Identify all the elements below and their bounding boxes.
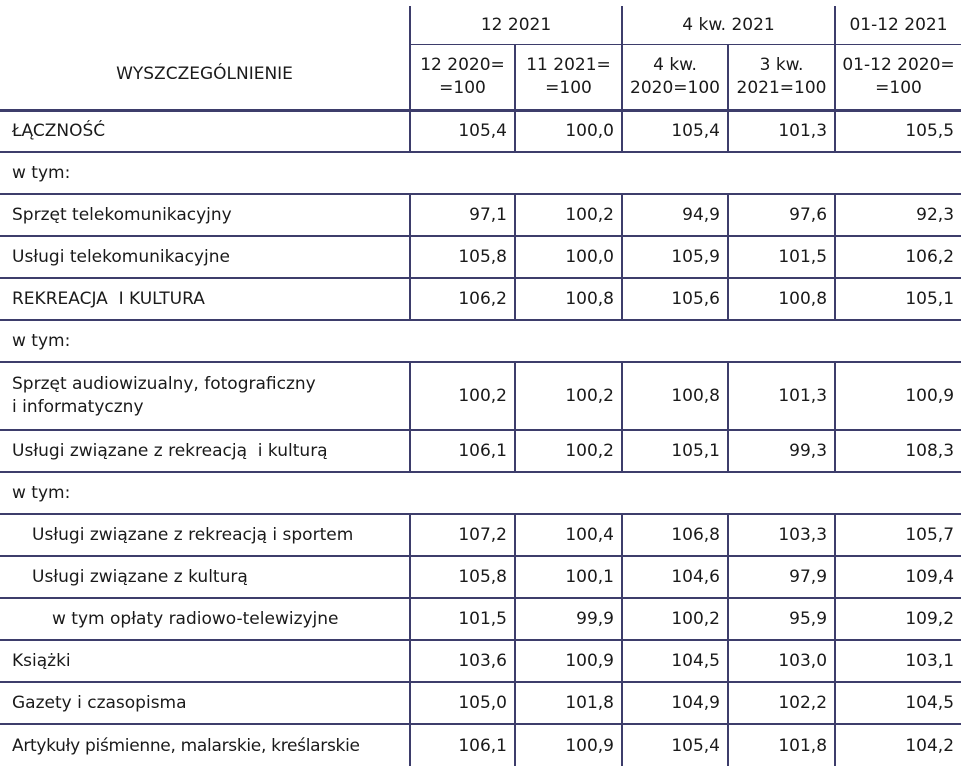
cell-value: 105,4	[622, 110, 728, 152]
row-label: Artykuły piśmienne, malarskie, kreślarskie	[0, 724, 410, 766]
cell-value: 100,0	[515, 110, 622, 152]
row-label: w tym:	[0, 152, 961, 194]
cell-value: 100,2	[515, 362, 622, 430]
cell-value: 106,1	[410, 430, 515, 472]
cell-value: 105,9	[622, 236, 728, 278]
cell-value: 104,5	[835, 682, 961, 724]
cell-value: 101,8	[515, 682, 622, 724]
row-label: Sprzęt audiowizualny, fotograficzny i informatyczny	[0, 362, 410, 430]
cell-value: 100,2	[515, 430, 622, 472]
cell-value: 101,5	[410, 598, 515, 640]
cell-value: 92,3	[835, 194, 961, 236]
table-row	[0, 682, 961, 724]
cell-value: 100,2	[622, 598, 728, 640]
cell-value: 100,1	[515, 556, 622, 598]
table-row	[0, 640, 961, 682]
cell-value: 105,5	[835, 110, 961, 152]
table-row	[0, 724, 961, 766]
column-header: 3 kw. 2021=100	[728, 44, 835, 110]
cell-value: 104,2	[835, 724, 961, 766]
table-subheading-row	[0, 152, 961, 194]
cell-value: 105,1	[835, 278, 961, 320]
cell-value: 94,9	[622, 194, 728, 236]
cell-value: 105,6	[622, 278, 728, 320]
table-row	[0, 278, 961, 320]
cell-value: 103,3	[728, 514, 835, 556]
cell-value: 100,9	[515, 640, 622, 682]
table-row	[0, 110, 961, 152]
column-header: 4 kw. 2020=100	[622, 44, 728, 110]
table-row	[0, 556, 961, 598]
cell-value: 106,2	[835, 236, 961, 278]
cell-value: 109,4	[835, 556, 961, 598]
column-header: 11 2021= =100	[515, 44, 622, 110]
cell-value: 101,3	[728, 110, 835, 152]
row-label: Gazety i czasopisma	[0, 682, 410, 724]
row-label: w tym opłaty radiowo-telewizyjne	[0, 598, 410, 640]
cell-value: 97,1	[410, 194, 515, 236]
cell-value: 103,1	[835, 640, 961, 682]
price-index-table	[0, 6, 961, 766]
cell-value: 100,9	[835, 362, 961, 430]
cell-value: 106,2	[410, 278, 515, 320]
cell-value: 105,8	[410, 556, 515, 598]
cell-value: 102,2	[728, 682, 835, 724]
cell-value: 103,6	[410, 640, 515, 682]
cell-value: 105,0	[410, 682, 515, 724]
cell-value: 104,9	[622, 682, 728, 724]
row-label: Usługi związane z kulturą	[0, 556, 410, 598]
cell-value: 104,5	[622, 640, 728, 682]
row-label: Książki	[0, 640, 410, 682]
cell-value: 95,9	[728, 598, 835, 640]
row-label: REKREACJA I KULTURA	[0, 278, 410, 320]
cell-value: 108,3	[835, 430, 961, 472]
group-header-4kw-2021: 4 kw. 2021	[622, 6, 835, 44]
column-header: 12 2020= =100	[410, 44, 515, 110]
cell-value: 106,1	[410, 724, 515, 766]
cell-value: 105,1	[622, 430, 728, 472]
table-row	[0, 362, 961, 430]
cell-value: 105,4	[410, 110, 515, 152]
column-header-label: WYSZCZEGÓLNIENIE	[116, 64, 293, 85]
table-row	[0, 194, 961, 236]
table-row	[0, 598, 961, 640]
cell-value: 106,8	[622, 514, 728, 556]
table-row	[0, 236, 961, 278]
row-label: Usługi związane z rekreacją i sportem	[0, 514, 410, 556]
row-label: w tym:	[0, 320, 961, 362]
row-label: Sprzęt telekomunikacyjny	[0, 194, 410, 236]
row-label: Usługi telekomunikacyjne	[0, 236, 410, 278]
cell-value: 100,0	[515, 236, 622, 278]
column-header: 01-12 2020= =100	[835, 44, 961, 110]
cell-value: 100,4	[515, 514, 622, 556]
cell-value: 105,4	[622, 724, 728, 766]
row-label: w tym:	[0, 472, 961, 514]
cell-value: 105,8	[410, 236, 515, 278]
cell-value: 103,0	[728, 640, 835, 682]
cell-value: 101,3	[728, 362, 835, 430]
group-header-12-2021: 12 2021	[410, 6, 622, 44]
cell-value: 105,7	[835, 514, 961, 556]
cell-value: 99,9	[515, 598, 622, 640]
cell-value: 100,9	[515, 724, 622, 766]
table-row	[0, 430, 961, 472]
group-header-01-12-2021: 01-12 2021	[835, 6, 961, 44]
cell-value: 99,3	[728, 430, 835, 472]
cell-value: 100,2	[515, 194, 622, 236]
row-label: ŁĄCZNOŚĆ	[0, 110, 410, 152]
cell-value: 97,9	[728, 556, 835, 598]
cell-value: 100,8	[515, 278, 622, 320]
cell-value: 101,5	[728, 236, 835, 278]
table-subheading-row	[0, 472, 961, 514]
cell-value: 100,2	[410, 362, 515, 430]
cell-value: 104,6	[622, 556, 728, 598]
row-label: Usługi związane z rekreacją i kulturą	[0, 430, 410, 472]
cell-value: 107,2	[410, 514, 515, 556]
cell-value: 109,2	[835, 598, 961, 640]
table-row	[0, 514, 961, 556]
cell-value: 97,6	[728, 194, 835, 236]
cell-value: 100,8	[622, 362, 728, 430]
table-subheading-row	[0, 320, 961, 362]
header-row-groups	[0, 6, 961, 44]
cell-value: 100,8	[728, 278, 835, 320]
cell-value: 101,8	[728, 724, 835, 766]
